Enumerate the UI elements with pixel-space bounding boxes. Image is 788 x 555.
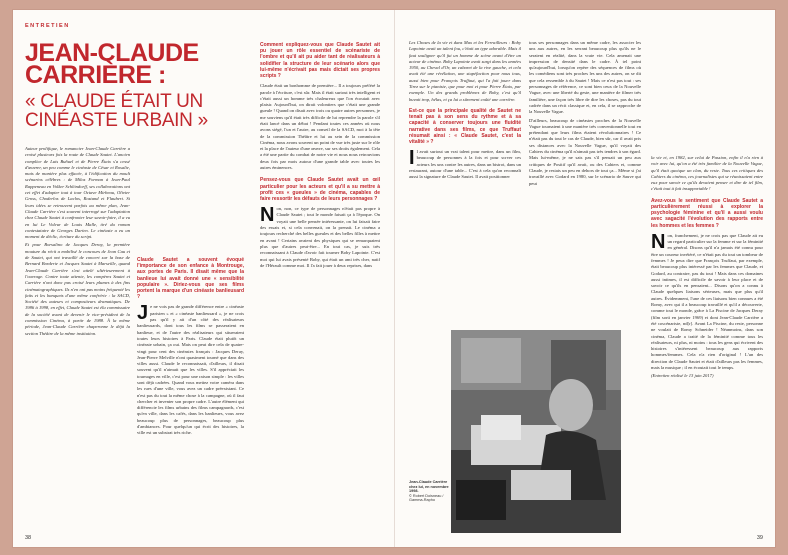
answer-4 [409,149,521,180]
intro-paragraph: Auteur prolifique, le romancier Jean-Claude Carrière a croisé plusieurs fois la route de Claude Sautet. L'ancien complice de Luis Buñuel et de Pierre Étaix s'a cessé d'œuvrer, un peu comme le cinéaste de César et Rosalie, mais de manière plus effacée, à l'édification du moult scénarios célèbres : de Milos Forman à Jean-Paul Rappeneau en Volker Schlöndorff, ses collaborations ont cet effet d'adapter tout à tour Octave Mirbeau, Olivier Gross, Choderlos de Laclos, Rostand et Flaubert. Si leurs idées se retrouvent parfois au même plan, Jean-Claude Carrière s'est souvent interrogé sur l'adaptation chez Claude Sautet à confronter leur savoir-faire, il a vu en lui Le Voleur de Louis Malle, tiré du roman contestataire de Georges Darien. Le cinéaste a eu un moment de déclic, écriture du script. [25,146,130,240]
portrait-photo [451,330,621,533]
photo-caption [409,480,449,503]
photo-illustration [451,330,621,533]
question-1: Claude Sautet a souvent évoqué l'importance de son enfance à Montrouge, aux portes de Paris. Il disait même que la banlieue lui avait donné une « sensibilité populaire ». Diriez-vous que ses films portent la marque d'un cinéaste banlieusard ? [137,257,244,301]
column-6 [651,155,763,382]
drop-cap: J [137,302,149,325]
page-number-left: 38 [25,535,32,541]
column-4 [409,40,521,183]
question-4: Est-ce que la principale qualité de Sautet ne tenait pas à son sens du rythme et à sa capacité à conserver toujours une fluidité narrative dans ses films, ce que Truffaut résumait ainsi : « Claude Sautet, c'est la vitalité » ? [409,107,521,145]
answer-3-text: on, non, ce type de personnages n'était pas propre à Claude Sautet ; tout le monde faisait ça à l'époque. On voyait une belle pensée intéressante, on lui faisait faire des essais et, si cela convenait, on la prenait. Le cinéma a toujours recherché des belles gueules et des belles filles à mettre en avant ! Certains avaient des physiques qui se remarquaient plus que d'autres peut-être... En tout cas, je suis très reconnaissant à Claude d'avoir fait tourner Boby Lapointe. C'est moi qui lui avais présenté Boby, qui était un ami très cher, natif de l'Hérault comme moi. Il l'a fait jouer à deux reprises, dans [260,206,380,268]
column-3 [260,40,380,271]
page-number-right: 39 [756,535,763,541]
drop-cap: N [260,204,275,227]
column-5 [529,40,641,189]
answer-4-text: l avait surtout un vrai talent pour mettre, dans un film, beaucoup de personnes à la fois et pour scrver ces acteurs les uns contre les autres, dans un bistrot, dans un restaurant, autour d'une table... C'est à cela qu'on reconnaît aussi la signature de Claude Sautet. Il avait positionner [409,149,521,180]
interview-date: (Entretien réalisé le 13 juin 2017) [651,373,714,379]
section-rubric: ENTRETIEN [25,23,70,29]
answer-5-continued: la vie et, en 1982, sur celui de Passion, enfin il n'a rien à voir avec lui, qu'on a été très familier de la Nouvelle Vague, qu'il était quoique un clan, du reste. Tous ces critiques des Cahiers du cinéma, ces journalistes qui se réunissaient entre eux pour savoir ce qu'ils devaient penser et dire de tel film, c'était tout à fait insupportable ! [651,155,763,192]
right-page [395,10,775,547]
answer-5-text: on, franchement, je ne crois pas que Claude ait eu un regard particulier sur la femme et sur la féminité en général. Disons qu'il n'a jamais été connu pour être un coureur invétéré, ce n'était pas du tout un tombeur de femmes ! Je peux dire que François Truffaut, par exemple, était beaucoup plus intéressé par les femmes que Claude, et Godard, au contraire, pas du tout ! Mais dans ces domaines aussi intimes, il est difficile de savoir à leur place et de savoir ce qu'ils en pensaient... Disons qu'on a connu à Claude quelques liaisons sérieuses, mais que plus qu'il autres. Évidemment, l'une de ces liaisons bien connues a été Romy, avec qui il a beaucoup travaillé et qu'il a découverte, comme tout le monde, grâce à La Piscine de Jacques Deray (film sorti en janvier 1969) et dont Jean-Claude Carrière a été coscénariste, nd[r]. Avant La Piscine, du reste, personne ne voulait de Romy Schneider ! Néanmoins, dans son cinéma, Claude a traité de la féminité comme tous les réalisateurs, ni plus, ni moins : tous les gens qui écrivent des histoires s'intéressent beaucoup aux rapports hommes/femmes. Cela n'a rien d'original ! L'un des direction de Claude Sautet et était d'ailleurs pas les femmes, mais la musique ; il en écoutait tout le temps. [651,232,763,371]
answer-2: Claude était un bonhomme de première... Il a toujours préféré la parole à l'écriture, c'est sûr. Mais il était surtout très intelligent et c'était aussi un homme très chaleureux que l'on écoutait avec plaisir. Aujourd'hui, on dirait volontiers que c'était une grande gueule ! Quand on disait avec trois ou quatre autres personnes, je me souviens qu'il était très difficile de lui reprendre la parole s'il était lancé dans un débat ! Pendant toutes ces années où nous avons siégé, l'un et l'autre, au conseil de la SACD, moi à la tête de la commission Théâtre et lui au sein de la commission Cinéma, nous avons souvent un point de vue très juste sur le rôle et la place de l'auteur d'une œuvre, sur ses droits également. Cela a été une partie du combat de notre vie et nous nous retrouvions deux fois par mois autour d'une grande table avec toutes les autres éminences. [260,83,380,171]
drop-cap: I [409,147,415,170]
intro-paragraph-2: Et pour Borsalino de Jacques Deray, la première mouture du récit a mobilisé le concours de Jean Cau et de Sautet, qui ont travaillé de concert sur la base de Bernard Borderie et Jacques Sautet à Marseille, quand Jean-Claude Carrière s'est attelé ultérieurement à l'ouvrage. Contre toute attente, les compères Sautet et Carrière n'ont donc pas croisé leurs plumes à des fins cinématographiques. Ils n'en ont pas moins fréquenté les faits et les banquets d'une même confrérie : la SACD, Société des auteurs et compositeurs dramatiques. De 1986 à 1998, en effet, Claude Sautet est élu commissaire de la société avant de devenir le vice-président de la commission Cinéma, à partir de 1988. À la même période, Jean-Claude Carrière chaperonne le déjà la section Théâtre de la même institution. [25,242,130,336]
magazine-spread [13,10,775,547]
answer-4-continued-2: D'ailleurs, beaucoup de cinéastes proches de la Nouvelle Vague tournaient à une manière très conventionnelle tout en prétendant que leurs films étaient révolutionnaires ! Ce n'était pas du tout le cas de Claude, bien sûr, car il avait pris ses distances avec la Nouvelle Vague, qu'il voyait des Cahiers du cinéma qu'il n'aimait pas très tendres à son égard. Mais lui-même, je ne sais pas s'il pensait un peu aux critiques de Positif qu'il avait, ou des Cahiers et, comme Claude, je restais un peu en dehors de tout ça... Même si j'ai travaillé avec Godard en 1980, sur le scénario de Sauve qui peut [529,117,641,186]
intro-column [25,146,130,339]
answer-1-text: e ne vois pas de grande différence entre « cinéaste parisien » et « cinéaste banlieusard », je ne crois pas qu'il y ait d'un côté des réalisateurs banlieusards, dont tous les films se passeraient en banlieue, et de l'autre des réalisateurs qui situeraient toutes leurs histoires à Paris. Claude était plutôt un cinéaste urbain, ça oui. Mais on peut dire cela de quatre-vingt pour cent des cinéastes français : Jacques Deray, Jean-Pierre Melville n'ont quasiment tourné que dans des villes aussi. Claude le reconnaissait, d'ailleurs, il disait souvent qu'il n'aimait que les villes. S'il appréciait les tournages en ville, c'est pour une raison simple : les villes sont déjà cadrées. Quand vous mettez votre caméra dans les rues d'une ville, vous avez un cadre préexistant. Ce n'est pas du tout la même chose à la campagne, où il faut chercher et inventer son propre cadre. L'autre élément qui différencie les films urbains des films campagnards, c'est qu'en ville, dans les cafés, dans les banlieues, vous avez beaucoup plus de personnages, beaucoup plus d'ambiances. Pour quelqu'un qui écrit des histoires, la ville est un substrat très riche. [137,304,244,436]
question-2: Comment expliquez-vous que Claude Sautet ait pu jouer un rôle essentiel de scénariste de l'ombre et qu'il ait pu aider tant de réalisateurs à solidifier la structure de leur scénario alors que lui-même n'écrivait pas mais dictait ses propres scripts ? [260,42,380,80]
left-page [13,10,394,547]
caption-text: Jean-Claude Carrière chez lui, en novembre 1998. [409,480,449,494]
answer-5 [651,230,763,372]
column-2 [137,255,244,439]
answer-1 [137,304,244,436]
question-3: Pensez-vous que Claude Sautet avait un œil particulier pour les acteurs et qu'il a su mettre à profit ces « gueules » de cinéma, capables de faire ressortir les défauts de leurs personnages ? [260,177,380,202]
article-title: JEAN-CLAUDE CARRIÈRE : [25,39,199,89]
answer-3 [260,206,380,269]
question-5: Avez-vous le sentiment que Claude Sautet a particulièrement réussi à explorer la psychologie féminine et qu'il a aussi voulu avec sagacité l'évolution des rapports entre les hommes et les femmes ? [651,197,763,229]
photo-credit: © Robert Doisneau / Gamma-Rapho [409,493,444,503]
drop-cap: N [651,230,666,253]
answer-4-continued: tous ses personnages dans un même cadre, les associer les uns aux autres, en les serrant beaucoup plus qu'ils ne le seraient en réalité, dans la vraie vie. Cela amenait une impression de densité dans le cadre. À tel point qu'aujourd'hui, lorsqu'on repère des séquences de films où les comédiens sont très proches les uns des autres, on se dit que cela ressemble à du Sautet ! Mais ce n'est pas tout : ses personnages de référence, ce sont bien ceux de la Nouvelle Vague, avec une liberté du geste, une manière de filmer très familière, une façon très libre de dire les choses, pas du tout cadrée dans un récit classique et, en cela, il se rapproche de la Nouvelle Vague. [529,40,641,115]
article-title-quote: « CLAUDE ÉTAIT UN CINÉASTE URBAIN » [25,91,208,131]
answer-continued: Les Choses de la vie et dans Max et les Ferrailleurs : Boby Lapointe avait un talent fou, c'était un type adorable. Mais il faut souligner qu'il fut un homme de scène avant d'être un acteur de cinéma. Boby Lapointe avait surgi dans les années 1950, au Cheval d'Or, un cabaret de la rive gauche, et cela avait été une révélation, une stupéfaction pour nous tous, aussi bien pour François Truffaut, qui l'a fait jouer dans Tirez sur le pianiste, que pour moi et pour Pierre Étaix, par exemple. Un des grands problèmes de Boby, c'est qu'il buvait trop, hélas, et ça lui a sûrement coûté une carrière. [409,40,521,102]
